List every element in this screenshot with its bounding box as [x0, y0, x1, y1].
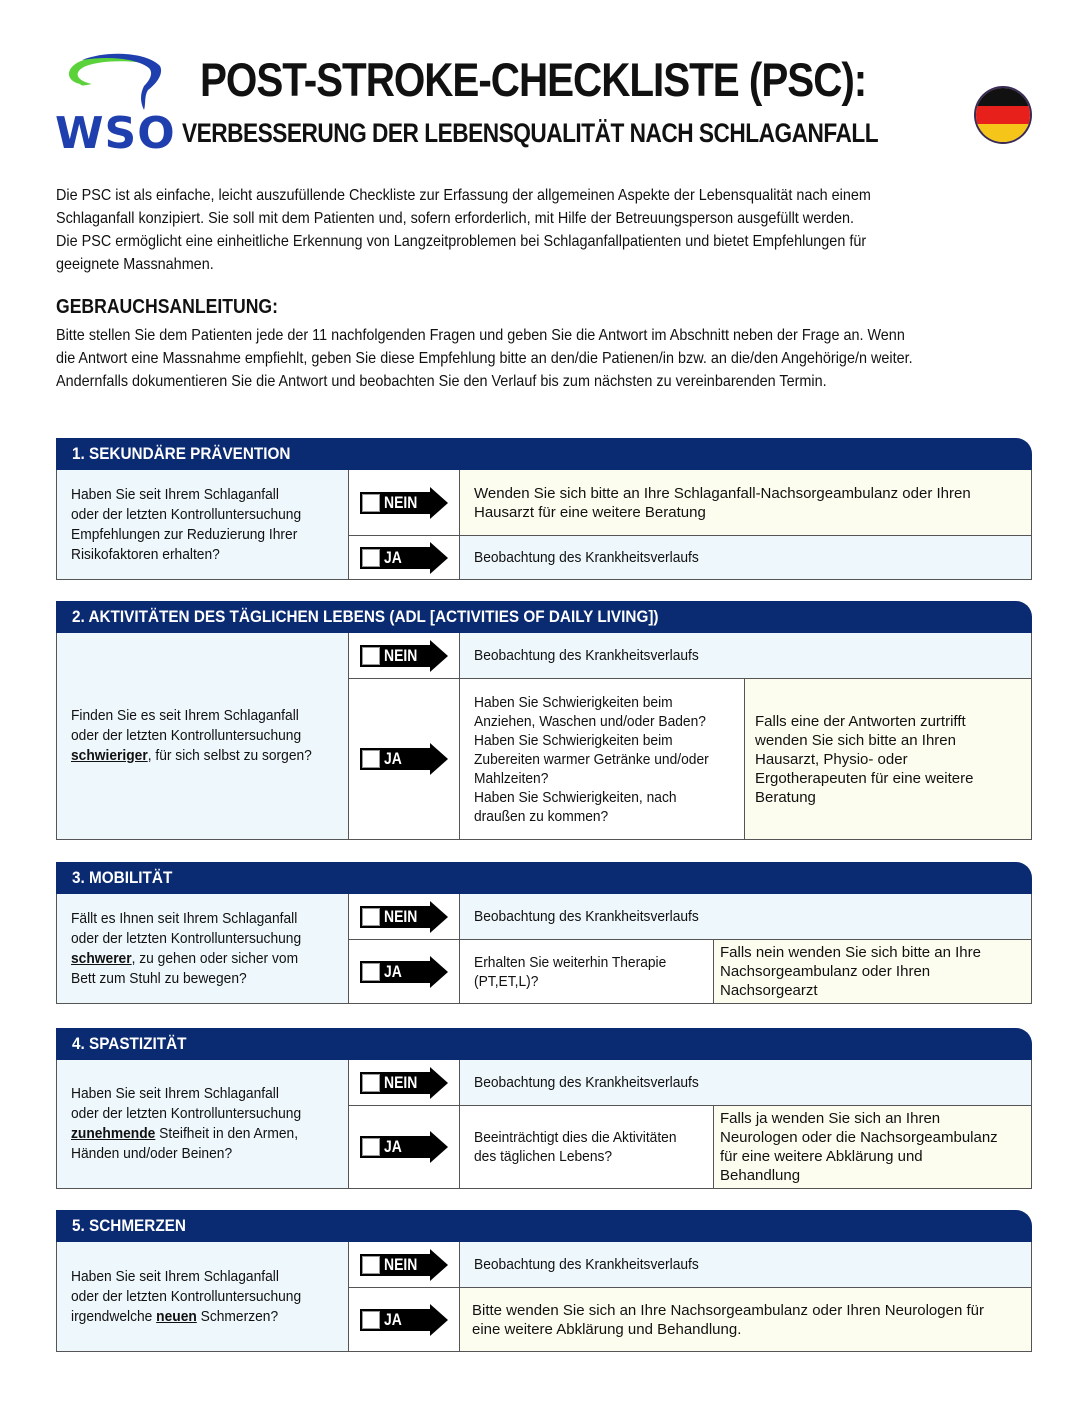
question-emphasis: schwerer: [71, 949, 132, 967]
logo-text: WSO: [55, 108, 176, 159]
followup-question: [460, 1106, 714, 1188]
instructions-line: Andernfalls dokumentieren Sie die Antwort und beobachten Sie den Verlauf bis zum nächsten zu vereinbarenden Termin.: [56, 373, 827, 390]
question-emphasis: neuen: [156, 1307, 197, 1325]
question-line: [71, 746, 312, 766]
question-text: , für sich selbst zu sorgen?: [147, 747, 312, 764]
question-text: irgendwelche: [71, 1307, 157, 1325]
question-line: oder der letzten Kontrolluntersuchung: [71, 1287, 302, 1305]
result-line: Hausarzt für eine weitere Beratung: [474, 503, 706, 521]
wso-swoosh-icon: [52, 52, 172, 112]
advice-line: Nachsorgeambulanz oder Ihren: [720, 963, 931, 980]
ja-checkbox[interactable]: [360, 1134, 448, 1160]
section-header: [56, 601, 1032, 633]
section-title: 1. SEKUNDÄRE PRÄVENTION: [72, 444, 291, 463]
advice-text: [714, 940, 1031, 1003]
section-title: 3. MOBILITÄT: [72, 868, 173, 887]
answer-row-ja: [349, 1287, 1031, 1351]
page-subtitle: VERBESSERUNG DER LEBENSQUALITÄT NACH SCHLAGANFALL: [182, 118, 879, 148]
nein-label: NEIN: [384, 1072, 418, 1092]
advice-line: Falls nein wenden Sie sich bitte an Ihre: [720, 944, 981, 961]
section-header: [56, 438, 1032, 470]
section-header: [56, 1028, 1032, 1060]
checkbox-square[interactable]: [362, 1138, 380, 1156]
question-line: Haben Sie seit Ihrem Schlaganfall: [71, 1267, 279, 1285]
checkbox-square[interactable]: [362, 1074, 380, 1092]
result-text: [460, 1288, 1031, 1351]
wso-logo: [52, 52, 176, 159]
nein-checkbox[interactable]: [360, 904, 448, 930]
question-line: Finden Sie es seit Ihrem Schlaganfall: [71, 707, 299, 724]
result-text: [460, 633, 1031, 678]
nein-checkbox[interactable]: [360, 1252, 448, 1278]
section-title: 4. SPASTIZITÄT: [72, 1034, 187, 1053]
section-title: 5. SCHMERZEN: [72, 1216, 186, 1235]
answer-row-nein: [349, 894, 1031, 939]
nein-label: NEIN: [384, 906, 418, 926]
result-text: [460, 894, 1031, 939]
result-text: [460, 536, 1031, 579]
ja-label: JA: [384, 749, 402, 768]
result-line: Beobachtung des Krankheitsverlaufs: [474, 908, 699, 925]
question-line: Haben Sie seit Ihrem Schlaganfall: [71, 1085, 279, 1102]
section-spasticity: [56, 1028, 1032, 1189]
result-text: [460, 1242, 1031, 1287]
instructions-line: die Antwort eine Massnahme empfiehlt, geben Sie diese Empfehlung bitte an den/die Patienen/in bzw. an die/den Angehörige/n weiter.: [56, 350, 913, 367]
ja-checkbox[interactable]: [360, 545, 448, 571]
section-adl: [56, 601, 1032, 840]
page-title: POST-STROKE-CHECKLISTE (PSC):: [200, 53, 867, 106]
question-line: [71, 1124, 301, 1144]
german-flag-icon: [976, 88, 1030, 142]
ja-checkbox[interactable]: [360, 746, 448, 772]
intro-line: geeignete Massnahmen.: [56, 256, 214, 273]
question-cell: [57, 894, 349, 1003]
nein-checkbox[interactable]: [360, 1070, 448, 1096]
question-emphasis: schwieriger: [71, 747, 148, 764]
answer-row-ja: [349, 535, 1031, 579]
ja-label: JA: [384, 1137, 402, 1156]
question-line: Bett zum Stuhl zu bewegen?: [71, 969, 247, 987]
advice-line: für eine weitere Abklärung und: [720, 1148, 923, 1165]
answer-row-nein: [349, 633, 1031, 678]
result-line: Beobachtung des Krankheitsverlaufs: [474, 549, 699, 566]
advice-line: Ergotherapeuten für eine weitere: [755, 769, 974, 787]
question-emphasis: zunehmende: [71, 1125, 156, 1142]
section-header: [56, 1210, 1032, 1242]
advice-line: wenden Sie sich bitte an Ihren: [755, 731, 956, 749]
checkbox-square[interactable]: [362, 908, 380, 926]
followup-line: Haben Sie Schwierigkeiten beim: [474, 731, 673, 749]
nein-checkbox[interactable]: [360, 643, 448, 669]
checkbox-square[interactable]: [362, 1256, 380, 1274]
answer-row-nein: [349, 1060, 1031, 1105]
nein-checkbox[interactable]: [360, 490, 448, 516]
question-line: Händen und/oder Beinen?: [71, 1145, 233, 1162]
followup-line: Beeinträchtigt dies die Aktivitäten: [474, 1129, 677, 1146]
instructions-heading: GEBRAUCHSANLEITUNG:: [56, 296, 278, 318]
advice-line: Beratung: [755, 788, 816, 806]
result-text: [460, 470, 1031, 535]
result-line: Beobachtung des Krankheitsverlaufs: [474, 1074, 699, 1091]
section-mobility: [56, 862, 1032, 1004]
nein-label: NEIN: [384, 645, 418, 665]
answer-row-nein: [349, 1242, 1031, 1287]
intro-line: Die PSC ist als einfache, leicht auszufüllende Checkliste zur Erfassung der allgemeinen Aspekte der Lebensqualität nach einem: [56, 187, 871, 204]
question-cell: [57, 1060, 349, 1188]
followup-question: [460, 679, 745, 839]
followup-line: des täglichen Lebens?: [474, 1148, 613, 1165]
checkbox-square[interactable]: [362, 750, 380, 768]
instructions-paragraph: [56, 324, 1037, 393]
question-line: [71, 1307, 301, 1327]
question-cell: [57, 1242, 349, 1351]
question-cell: [57, 633, 349, 839]
result-line: Beobachtung des Krankheitsverlaufs: [474, 647, 699, 664]
section-secondary-prevention: [56, 438, 1032, 580]
checkbox-square[interactable]: [362, 963, 380, 981]
followup-line: Erhalten Sie weiterhin Therapie: [474, 953, 667, 971]
checkbox-square[interactable]: [362, 494, 380, 512]
followup-line: Mahlzeiten?: [474, 769, 549, 787]
nein-label: NEIN: [384, 492, 418, 512]
advice-line: Nachsorgearzt: [720, 982, 818, 999]
answer-row-ja: [349, 1105, 1031, 1188]
question-line: Risikofaktoren erhalten?: [71, 545, 220, 563]
section-header: [56, 862, 1032, 894]
question-line: Haben Sie seit Ihrem Schlaganfall: [71, 485, 279, 503]
ja-checkbox[interactable]: [360, 959, 448, 985]
followup-line: draußen zu kommen?: [474, 807, 609, 825]
followup-line: Haben Sie Schwierigkeiten beim: [474, 693, 673, 711]
question-line: Empfehlungen zur Reduzierung Ihrer: [71, 525, 298, 543]
ja-label: JA: [384, 961, 402, 981]
followup-line: Zubereiten warmer Getränke und/oder: [474, 750, 709, 768]
followup-line: Anziehen, Waschen und/oder Baden?: [474, 712, 706, 730]
advice-line: Hausarzt, Physio- oder: [755, 750, 908, 768]
advice-line: Neurologen oder die Nachsorgeambulanz: [720, 1129, 998, 1146]
question-text: , zu gehen oder sicher vom: [131, 949, 299, 967]
answer-row-nein: [349, 470, 1031, 535]
answer-row-ja: [349, 939, 1031, 1003]
result-line: Beobachtung des Krankheitsverlaufs: [474, 1256, 699, 1273]
result-text: [460, 1060, 1031, 1105]
followup-line: (PT,ET,L)?: [474, 972, 539, 990]
ja-label: JA: [384, 547, 402, 567]
question-cell: [57, 470, 349, 579]
intro-line: Schlaganfall konzipiert. Sie soll mit dem Patienten und, sofern erforderlich, mit Hilfe der Betreuungsperson ausgefüllt werden.: [56, 210, 855, 227]
question-line: oder der letzten Kontrolluntersuchung: [71, 505, 302, 523]
intro-line: Die PSC ermöglicht eine einheitliche Erkennung von Langzeitproblemen bei Schlaganfallpatienten und bietet Empfehlungen für: [56, 233, 867, 250]
checkbox-square[interactable]: [362, 549, 380, 567]
advice-line: Falls eine der Antworten zurtrifft: [755, 712, 966, 730]
checkbox-square[interactable]: [362, 647, 380, 665]
ja-label: JA: [384, 1309, 402, 1329]
question-line: oder der letzten Kontrolluntersuchung: [71, 929, 302, 947]
answer-row-ja: [349, 678, 1031, 839]
result-line: Wenden Sie sich bitte an Ihre Schlaganfall-Nachsorgeambulanz oder Ihren: [474, 484, 971, 502]
followup-question: [460, 940, 714, 1003]
nein-label: NEIN: [384, 1254, 418, 1274]
instructions-line: Bitte stellen Sie dem Patienten jede der 11 nachfolgenden Fragen und geben Sie die Antwort im Abschnitt neben der Frage an. Wenn: [56, 327, 905, 344]
question-text: Steifheit in den Armen,: [155, 1125, 299, 1142]
question-line: [71, 949, 301, 969]
question-line: oder der letzten Kontrolluntersuchung: [71, 1105, 302, 1122]
advice-line: Behandlung: [720, 1167, 801, 1184]
advice-text: [745, 679, 1031, 839]
result-line: eine weitere Abklärung und Behandlung.: [472, 1320, 742, 1338]
section-pain: [56, 1210, 1032, 1352]
result-line: Bitte wenden Sie sich an Ihre Nachsorgeambulanz oder Ihren Neurologen für: [472, 1301, 984, 1319]
ja-checkbox[interactable]: [360, 1307, 448, 1333]
section-title: 2. AKTIVITÄTEN DES TÄGLICHEN LEBENS (ADL [ACTIVITIES OF DAILY LIVING]): [72, 607, 659, 626]
checkbox-square[interactable]: [362, 1311, 380, 1329]
question-line: oder der letzten Kontrolluntersuchung: [71, 727, 302, 744]
followup-line: Haben Sie Schwierigkeiten, nach: [474, 788, 677, 806]
advice-line: Falls ja wenden Sie sich an Ihren: [720, 1110, 941, 1127]
question-text: Schmerzen?: [196, 1307, 279, 1325]
question-line: Fällt es Ihnen seit Ihrem Schlaganfall: [71, 909, 298, 927]
intro-paragraph: [56, 184, 1037, 276]
advice-text: [714, 1106, 1031, 1188]
